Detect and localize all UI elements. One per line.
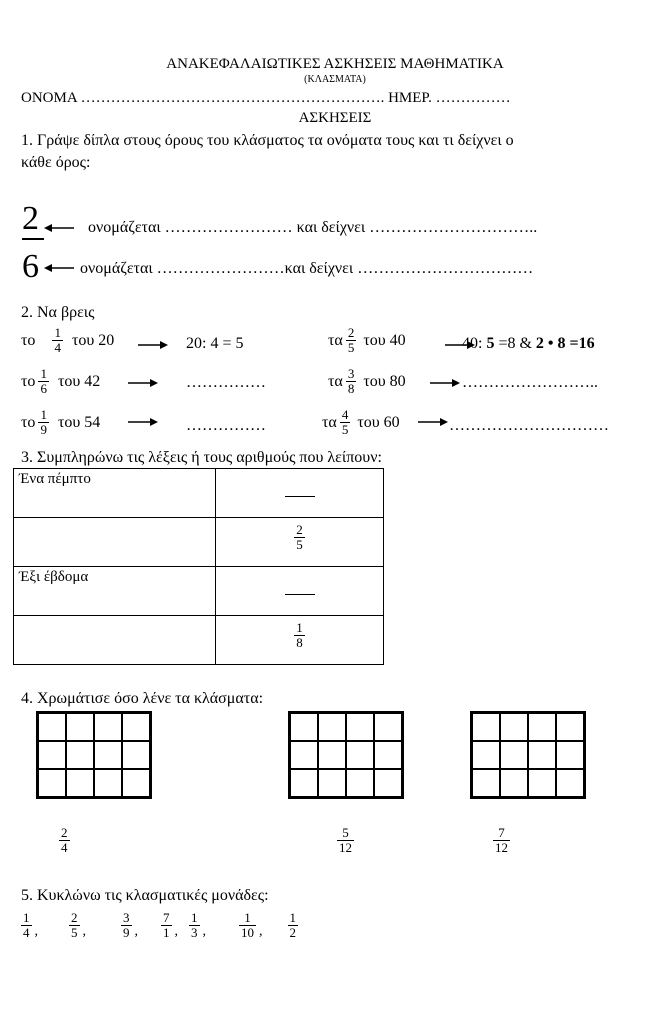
table-cell-word[interactable] xyxy=(14,518,216,567)
fraction-denominator: 8 xyxy=(296,635,303,650)
fraction-numerator: 2 xyxy=(296,522,303,537)
q1-denominator: 6 xyxy=(22,248,39,285)
q2-item-4-article: τα xyxy=(328,372,343,390)
separator: , xyxy=(174,924,178,939)
fraction-denominator: 6 xyxy=(40,381,47,396)
q4-fraction-3 xyxy=(490,826,513,855)
fraction-denominator: 10 xyxy=(241,924,254,940)
answer-part: =8 & xyxy=(494,335,536,352)
arrow-right-icon xyxy=(430,377,460,389)
fraction xyxy=(493,826,510,855)
arrow-right-icon xyxy=(128,377,158,389)
q2-item-6-article: τα xyxy=(322,413,337,431)
q2-item-2 xyxy=(328,326,406,355)
q2-item-3-article: το xyxy=(21,372,36,390)
q2-item-2-fraction xyxy=(346,326,357,355)
q2-item-1-fraction xyxy=(52,326,63,355)
q2-title: 2. Να βρεις xyxy=(21,304,95,321)
coloring-grid-2[interactable] xyxy=(288,711,404,799)
fraction-numerator: 1 xyxy=(296,620,303,635)
blank-fraction-line xyxy=(285,496,315,497)
table-cell-fraction xyxy=(216,518,384,567)
unit-fraction-option[interactable] xyxy=(21,911,32,940)
fraction-numerator: 4 xyxy=(341,407,349,422)
separator: , xyxy=(34,924,38,939)
table-cell-word[interactable]: Έξι έβδομα xyxy=(14,567,216,616)
unit-fraction-option[interactable] xyxy=(189,911,200,940)
q5-fraction-list xyxy=(18,910,301,940)
unit-fraction-option[interactable] xyxy=(239,911,256,940)
separator: , xyxy=(202,924,206,939)
table-row xyxy=(14,469,384,518)
fraction-denominator: 12 xyxy=(339,840,352,855)
fraction-numerator: 1 xyxy=(23,909,30,925)
fraction-denominator: 4 xyxy=(54,340,61,355)
blank-fraction-line xyxy=(285,594,315,595)
table-cell-fraction[interactable] xyxy=(216,567,384,616)
fraction-numerator: 7 xyxy=(498,825,505,840)
table-cell-word[interactable]: Ένα πέμπτο xyxy=(14,469,216,518)
table-cell-fraction[interactable] xyxy=(216,469,384,518)
table-row xyxy=(14,518,384,567)
fraction-denominator: 5 xyxy=(341,422,349,437)
q1-fraction-bar xyxy=(22,238,44,240)
fraction-numerator: 1 xyxy=(40,366,47,381)
answer-part: 2 xyxy=(535,335,544,352)
q2-item-6-fraction xyxy=(340,408,351,437)
table-row xyxy=(14,567,384,616)
answer-part: 40: xyxy=(462,335,487,352)
q2-item-6-answer: ………………………… xyxy=(449,417,609,434)
fraction-numerator: 1 xyxy=(244,909,251,925)
table-cell-fraction xyxy=(216,616,384,665)
fraction-denominator: 5 xyxy=(296,537,303,552)
unit-fraction-option[interactable] xyxy=(161,911,172,940)
q2-item-4-answer: …………………….. xyxy=(462,374,598,391)
coloring-grid-1[interactable] xyxy=(36,711,152,799)
q2-item-3 xyxy=(21,367,100,396)
fraction-denominator: 4 xyxy=(23,924,30,940)
q4-title: 4. Χρωμάτισε όσο λένε τα κλάσματα: xyxy=(21,690,264,707)
separator: , xyxy=(134,924,138,939)
q2-item-6-of: του 60 xyxy=(357,413,400,431)
fraction xyxy=(294,621,305,650)
arrow-right-icon xyxy=(128,416,158,428)
q2-item-4-fraction xyxy=(346,367,357,396)
fraction-denominator: 9 xyxy=(40,422,47,437)
unit-fraction-option[interactable] xyxy=(288,911,299,940)
q4-fraction-1 xyxy=(56,826,73,855)
fraction-numerator: 2 xyxy=(61,825,68,840)
fraction xyxy=(294,523,305,552)
section-heading: ΑΣΚΗΣΕΙΣ xyxy=(298,110,372,126)
separator: , xyxy=(82,924,86,939)
worksheet-title: ΑΝΑΚΕΦΑΛΑΙΩΤΙΚΕΣ ΑΣΚΗΣΕΙΣ ΜΑΘΗΜΑΤΙΚΑ xyxy=(166,56,504,72)
q2-item-2-article: τα xyxy=(328,331,343,349)
fraction-numerator: 3 xyxy=(123,909,130,925)
unit-fraction-option[interactable] xyxy=(69,911,80,940)
fraction-denominator: 9 xyxy=(123,924,130,940)
arrow-left-icon xyxy=(44,262,74,274)
worksheet-subtitle: (ΚΛΑΣΜΑΤΑ) xyxy=(304,74,366,85)
q5-title: 5. Κυκλώνω τις κλασματικές μονάδες: xyxy=(21,887,269,904)
q2-item-1-answer: 20: 4 = 5 xyxy=(186,335,244,352)
answer-part: 5 xyxy=(486,335,495,352)
arrow-right-icon xyxy=(138,339,168,351)
q1-denominator-answer-line: ονομάζεται ……………………και δείχνει …………………………… xyxy=(80,260,534,277)
q2-item-5-answer: …………… xyxy=(186,417,266,434)
fraction-numerator: 2 xyxy=(71,909,78,925)
fraction-numerator: 1 xyxy=(40,407,47,422)
fraction-numerator: 1 xyxy=(54,325,61,340)
name-date-line: ΟΝΟΜΑ ……………………………………………………. ΗΜΕΡ. …………… xyxy=(21,90,511,106)
q2-item-5-article: το xyxy=(21,413,36,431)
answer-part: • 8 =16 xyxy=(543,335,595,352)
separator: , xyxy=(259,924,263,939)
unit-fraction-option[interactable] xyxy=(121,911,132,940)
fraction-denominator: 1 xyxy=(163,924,170,940)
q2-item-2-of: του 40 xyxy=(363,331,406,349)
fraction-denominator: 12 xyxy=(495,840,508,855)
q1-instruction-line2: κάθε όρος: xyxy=(21,154,91,171)
fraction xyxy=(59,826,70,855)
fraction-numerator: 5 xyxy=(342,825,349,840)
arrow-right-icon xyxy=(418,416,448,428)
q2-item-1-article: το xyxy=(21,331,36,349)
q2-item-1 xyxy=(21,326,114,355)
arrow-left-icon xyxy=(44,222,74,234)
q1-instruction-line1: 1. Γράψε δίπλα στους όρους του κλάσματος τα ονόματα τους και τι δείχνει ο xyxy=(21,132,514,149)
fraction xyxy=(337,826,354,855)
fraction-numerator: 1 xyxy=(191,909,198,925)
q1-numerator-answer-line: ονομάζεται …………………… και δείχνει ………………………….. xyxy=(88,219,538,236)
fraction-numerator: 2 xyxy=(347,325,355,340)
fraction-numerator: 1 xyxy=(289,909,296,925)
fraction-numerator: 3 xyxy=(347,366,355,381)
fraction-denominator: 4 xyxy=(61,840,68,855)
q2-item-4-of: του 80 xyxy=(363,372,406,390)
fraction-denominator: 8 xyxy=(347,381,355,396)
q2-item-5-fraction xyxy=(38,408,49,437)
fraction-denominator: 5 xyxy=(347,340,355,355)
table-cell-word[interactable] xyxy=(14,616,216,665)
fraction-numerator: 7 xyxy=(163,909,170,925)
q2-item-6 xyxy=(322,408,400,437)
q2-item-1-of: του 20 xyxy=(71,331,115,349)
q2-item-5-of: του 54 xyxy=(57,413,101,431)
fraction-denominator: 3 xyxy=(191,924,198,940)
q2-item-4 xyxy=(328,367,406,396)
q2-item-3-answer: …………… xyxy=(186,374,266,391)
fraction-denominator: 5 xyxy=(71,924,78,940)
q3-table xyxy=(13,468,384,665)
q2-item-3-of: του 42 xyxy=(57,372,101,390)
q2-item-3-fraction xyxy=(38,367,49,396)
q3-title: 3. Συμπληρώνω τις λέξεις ή τους αριθμούς που λείπουν: xyxy=(21,449,382,466)
table-row xyxy=(14,616,384,665)
q4-fraction-2 xyxy=(334,826,357,855)
q2-item-5 xyxy=(21,408,100,437)
coloring-grid-3[interactable] xyxy=(470,711,586,799)
fraction-denominator: 2 xyxy=(289,924,296,940)
q2-item-2-answer xyxy=(462,335,595,353)
q1-numerator: 2 xyxy=(22,200,39,237)
